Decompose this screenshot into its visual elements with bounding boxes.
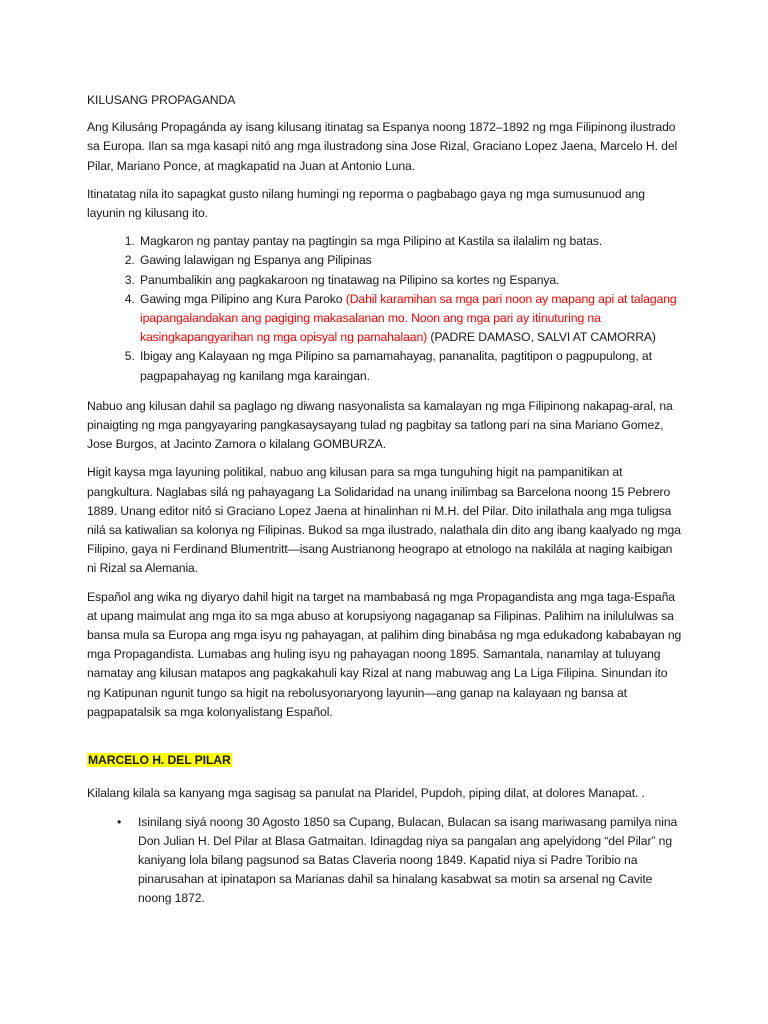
- goals-paragraph: Itinatatag nila ito sapagkat gusto nilang humingi ng reporma o pagbabago gaya ng mga sumusunuod ang layunin ng kilusang ito.: [87, 186, 645, 221]
- newspaper-paragraph: Español ang wika ng diyaryo dahil higit na target na mambabasá ng mga Propagandista ang mga taga-España at upang maimulat ang mga ito sa mga abuso at korupsiyong nagaganap sa Filipinas. Palihim na inilululwas sa bansa mula sa Europa ang mga isyu ng pahayagan, at palihim ding binabása ng mga edukadong kababayan ng mga Propagandista. Lumabas ang huling isyu ng pahayagan noong 1895. Samantala, nanamlay at tuluyang namatay ang kilusan matapos ang pagkakahuli kay Rizal at nang mabuwag ang La Liga Filipina. Sinundan ito ng Katipunan ngunit tungo sa higit na rebolusyonaryong layunin—ang ganap na kalayaan ng bansa at pagpapatalsik sa mga kolonyalistang Español.: [87, 589, 682, 719]
- page-title: KILUSANG PROPAGANDA: [87, 93, 236, 107]
- reform-note: (PADRE DAMASO, SALVI AT CAMORRA): [427, 330, 656, 345]
- bullet-icon: •: [117, 814, 122, 829]
- reform-item: 5. Ibigay ang Kalayaan ng mga Pilipino sa pamamahayag, pananalita, pagtitipon o pagpupulong, at pagpapahayag ng kanilang mga karaingan.: [138, 347, 683, 385]
- bio-text: Isinilang siyá noong 30 Agosto 1850 sa Cupang, Bulacan, Bulacan sa isang mariwasang pamilya nina Don Julian H. Del Pilar at Blasa Gatmaitan. Idinagdag niya sa pangalan ang apelyidong “del Pilar” ng kaniyang lola bilang pagsunod sa Batas Claveria noong 1849. Kapatid niya si Padre Toribio na pinarusahan at ipinatapon sa Marianas dahil sa hinalang kasabwat sa motin sa arsenal ng Cavite noong 1872.: [138, 814, 678, 906]
- reform-item: 2. Gawing lalawigan ng Espanya ang Pilipinas: [138, 251, 683, 270]
- reform-item: 4. Gawing mga Pilipino ang Kura Paroko (Dahil karamihan sa mga pari noon ay mapang api at talagang ipapangalandakan ang pagiging makasalanan mo. Noon ang mga pari ay itinuturing na kasingkapangyarihan ng mga opisyal ng pamahalaan) (PADRE DAMASO, SALVI AT CAMORRA): [138, 290, 683, 348]
- bio-list-item: [117, 813, 683, 909]
- origin-paragraph: Nabuo ang kilusan dahil sa paglago ng diwang nasyonalista sa kamalayan ng mga Filipinong nakapag-aral, na pinaigting ng mga pangyayaring pangkasaysayang tulad ng pagbitay sa tatlong pari na sina Mariano Gomez, Jose Burgos, at Jacinto Zamora o kilalang GOMBURZA.: [87, 398, 673, 452]
- highlighted-heading: MARCELO H. DEL PILAR: [88, 753, 231, 768]
- pen-names-paragraph: Kilalang kilala sa kanyang mga sagisag sa panulat na Plaridel, Pupdoh, piping dilat, at dolores Manapat. .: [87, 786, 645, 801]
- intro-paragraph: Ang Kilusáng Propagánda ay isang kilusang itinatag sa Espanya noong 1872–1892 ng mga Filipinong ilustrado sa Europa. Ilan sa mga kasapi nitó ang mga ilustradong sina Jose Rizal, Graciano Lopez Jaena, Marcelo H. del Pilar, Mariano Ponce, at magkapatid na Juan at Antonio Luna.: [87, 120, 678, 173]
- reforms-list: [87, 232, 683, 386]
- document-page: [87, 91, 683, 909]
- section-title: [87, 751, 683, 770]
- solidaridad-paragraph: Higit kaysa mga layuning politikal, nabuo ang kilusan para sa mga tunguhing higit na pampanitikan at pangkultura. Naglabas silá ng pahayagang La Solidaridad na unang inilimbag sa Barcelona noong 15 Pebrero 1889. Unang editor nitó si Graciano Lopez Jaena at hinalinhan ni M.H. del Pilar. Dito inilathala ang mga tuligsa nilá sa katiwalian sa kolonya ng Filipinas. Bukod sa mga ilustrado, nalathala din dito ang ibang kaalyado ng mga Filipino, gaya ni Ferdinand Blumentritt—isang Austrianong heograpo at etnologo na nakilála at naging kaibigan ni Rizal sa Alemania.: [87, 465, 681, 576]
- reform-item: 1. Magkaron ng pantay pantay na pagtingin sa mga Pilipino at Kastila sa ilalalim ng batas.: [138, 232, 683, 251]
- red-annotation: (Dahil karamihan sa mga pari noon ay mapang api at talagang ipapangalandakan ang pagiging makasalanan mo. Noon ang mga pari ay itinuturing na kasingkapangyarihan ng mga opisyal ng pamahalaan): [140, 291, 677, 345]
- bio-list: [87, 813, 683, 909]
- reform-item: 3. Panumbalikin ang pagkakaroon ng tinatawag na Pilipino sa kortes ng Espanya.: [138, 271, 683, 290]
